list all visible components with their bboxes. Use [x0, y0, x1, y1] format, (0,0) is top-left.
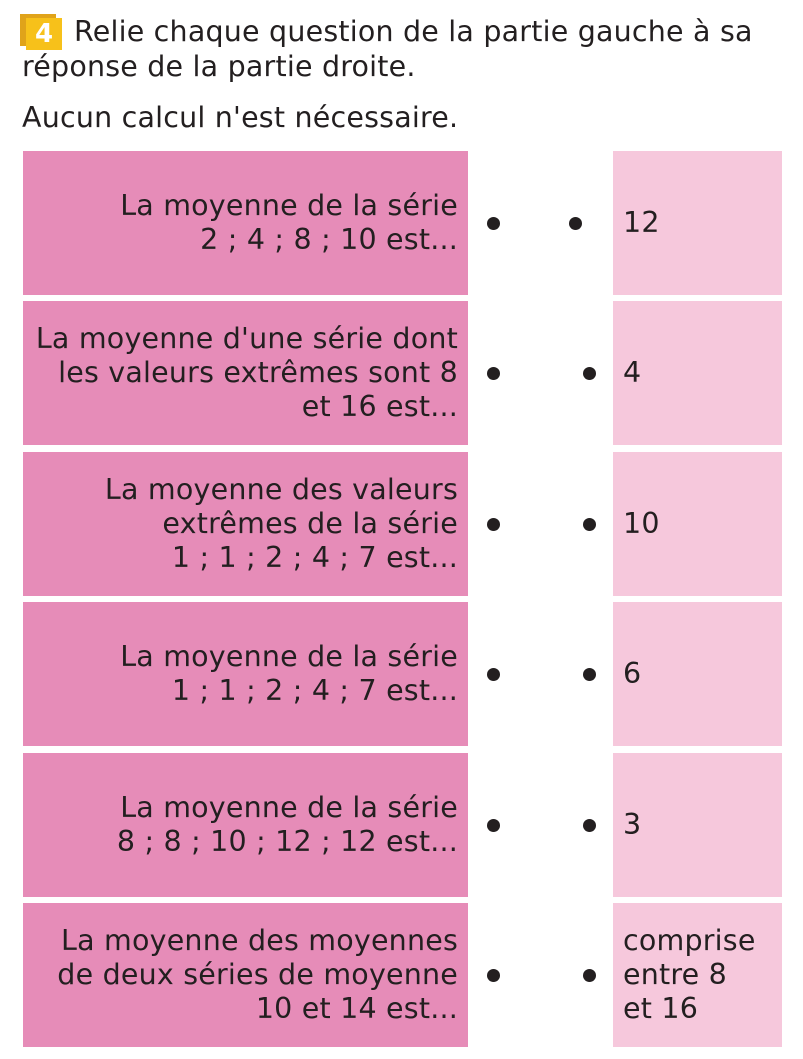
answer-dot[interactable]	[583, 518, 596, 531]
answer-dot[interactable]	[569, 217, 582, 230]
question-dot[interactable]	[487, 518, 500, 531]
question-text: La moyenne de la série 1 ; 1 ; 2 ; 4 ; 7 est...	[120, 640, 458, 707]
answer-text: 10	[623, 507, 660, 540]
answer-box[interactable]	[613, 452, 782, 596]
question-text: La moyenne de la série 8 ; 8 ; 10 ; 12 ; 12 est...	[116, 791, 458, 858]
matching-row	[0, 753, 803, 897]
question-dot[interactable]	[487, 668, 500, 681]
question-box[interactable]	[23, 753, 468, 897]
question-text: La moyenne d'une série dont les valeurs extrêmes sont 8 et 16 est...	[35, 322, 458, 423]
question-text: La moyenne des moyennes de deux séries de moyenne 10 et 14 est...	[57, 924, 458, 1025]
answer-text: 3	[623, 808, 642, 841]
question-dot[interactable]	[487, 819, 500, 832]
matching-row	[0, 903, 803, 1047]
question-text: La moyenne de la série 2 ; 4 ; 8 ; 10 est...	[120, 189, 458, 256]
answer-dot[interactable]	[583, 819, 596, 832]
question-dot[interactable]	[487, 367, 500, 380]
answer-text: 4	[623, 356, 642, 389]
matching-row	[0, 602, 803, 746]
matching-row	[0, 301, 803, 445]
matching-row	[0, 452, 803, 596]
exercise-note: Aucun calcul n'est nécessaire.	[22, 101, 459, 134]
answer-text: 6	[623, 657, 642, 690]
answer-dot[interactable]	[583, 367, 596, 380]
answer-text: 12	[623, 206, 660, 239]
exercise-instruction: Relie chaque question de la partie gauche à sa réponse de la partie droite.	[22, 15, 753, 83]
question-box[interactable]	[23, 452, 468, 596]
question-box[interactable]	[23, 301, 468, 445]
question-box[interactable]	[23, 151, 468, 295]
question-text: La moyenne des valeurs extrêmes de la série 1 ; 1 ; 2 ; 4 ; 7 est...	[104, 473, 458, 574]
answer-dot[interactable]	[583, 969, 596, 982]
answer-box[interactable]	[613, 903, 782, 1047]
question-box[interactable]	[23, 602, 468, 746]
matching-row	[0, 151, 803, 295]
answer-box[interactable]	[613, 753, 782, 897]
question-dot[interactable]	[487, 969, 500, 982]
answer-box[interactable]	[613, 301, 782, 445]
answer-box[interactable]	[613, 151, 782, 295]
exercise-number: 4	[26, 18, 62, 50]
answer-dot[interactable]	[583, 668, 596, 681]
question-dot[interactable]	[487, 217, 500, 230]
question-box[interactable]	[23, 903, 468, 1047]
answer-box[interactable]	[613, 602, 782, 746]
answer-text: comprise entre 8 et 16	[623, 924, 756, 1025]
